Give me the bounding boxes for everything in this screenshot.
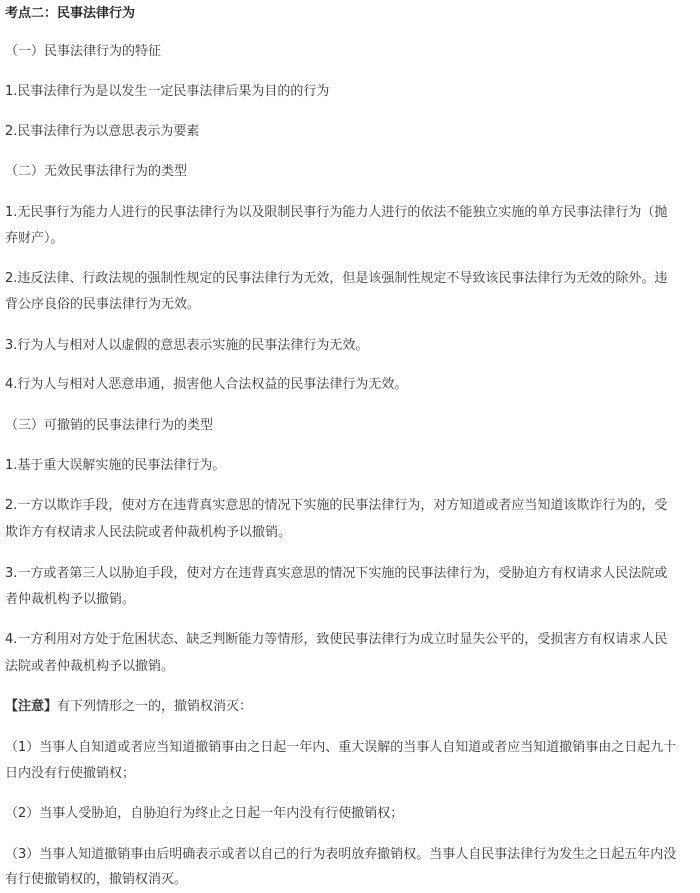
notice-item: （3）当事人知道撤销事由后明确表示或者以自己的行为表明放弃撤销权。当事人自民事法律行为发生之日起五年内没: [5, 847, 677, 862]
paragraph: 4.行为人与相对人恶意串通，损害他人合法权益的民事法律行为无效。: [5, 377, 408, 392]
notice-item: （2）当事人受胁迫，自胁迫行为终止之日起一年内没有行使撤销权；: [5, 806, 404, 821]
notice-item-continuation: 日内没有行使撤销权；: [5, 766, 136, 781]
notice-text: 有下列情形之一的，撤销权消灭：: [57, 699, 253, 714]
page-title: 考点二：民事法律行为: [5, 6, 136, 21]
notice-item-continuation: 有行使撤销权的，撤销权消灭。: [5, 872, 188, 887]
paragraph-continuation: 者仲裁机构予以撤销。: [5, 592, 136, 607]
section-heading-1: （一）民事法律行为的特征: [5, 44, 162, 59]
paragraph: 4.一方利用对方处于危困状态、缺乏判断能力等情形，致使民事法律行为成立时显失公平的，受损害方有权请求人民: [5, 632, 668, 647]
notice-line: [5, 696, 252, 718]
paragraph-continuation: 法院或者仲裁机构予以撤销。: [5, 659, 175, 674]
paragraph: 2.一方以欺诈手段，使对方在违背真实意思的情况下实施的民事法律行为，对方知道或者应当知道该欺诈行为的，受: [5, 498, 668, 513]
paragraph: 1.民事法律行为是以发生一定民事法律后果为目的的行为: [5, 84, 330, 99]
paragraph: 1.无民事行为能力人进行的民事法律行为以及限制民事行为能力人进行的依法不能独立实施的单方民事法律行为（抛: [5, 205, 668, 220]
paragraph: 3.行为人与相对人以虚假的意思表示实施的民事法律行为无效。: [5, 338, 369, 353]
paragraph-continuation: 弃财产）。: [5, 231, 64, 246]
paragraph-continuation: 背公序良俗的民事法律行为无效。: [5, 297, 201, 312]
paragraph: 2.违反法律、行政法规的强制性规定的民事法律行为无效，但是该强制性规定不导致该民事法律行为无效的除外。违: [5, 271, 668, 286]
paragraph: 1.基于重大误解实施的民事法律行为。: [5, 458, 226, 473]
notice-label: 【注意】: [5, 699, 58, 714]
paragraph: 2.民事法律行为以意思表示为要素: [5, 124, 200, 139]
section-heading-3: （三）可撤销的民事法律行为的类型: [5, 418, 214, 433]
notice-item: （1）当事人自知道或者应当知道撤销事由之日起一年内、重大误解的当事人自知道或者应当知道撤销事由之日起九十: [5, 740, 677, 755]
section-heading-2: （二）无效民事法律行为的类型: [5, 164, 188, 179]
paragraph-continuation: 欺诈方有权请求人民法院或者仲裁机构予以撤销。: [5, 525, 292, 540]
paragraph: 3.一方或者第三人以胁迫手段，使对方在违背真实意思的情况下实施的民事法律行为，受胁迫方有权请求人民法院或: [5, 566, 668, 581]
